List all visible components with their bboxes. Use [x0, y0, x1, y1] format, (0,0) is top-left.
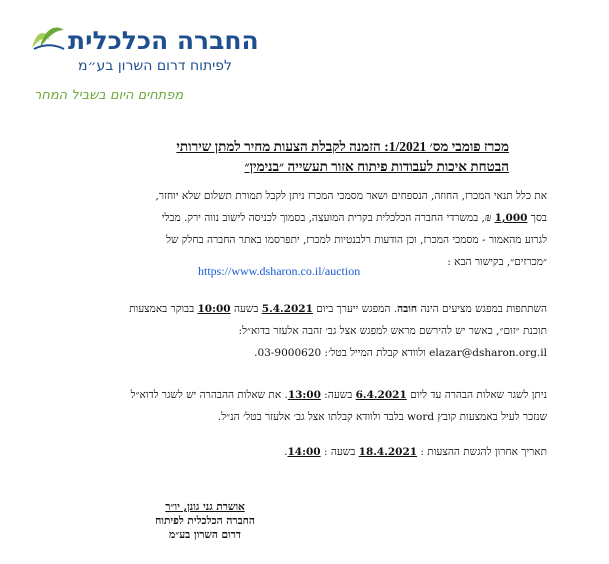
company-subtitle: לפיתוח דרום השרון בע״מ	[78, 58, 232, 74]
paragraph-questions	[7, 384, 547, 428]
p2-l1c: . המפגש ייערך ביום	[312, 303, 398, 315]
mandatory-label: חובה	[397, 303, 418, 315]
signatory-org2: דרום השרון בע״מ	[169, 529, 241, 541]
p2-line1	[7, 298, 547, 320]
p4-e: .	[284, 446, 288, 458]
p3-l1e: . את שאלות ההבהרה יש לשגר לדוא״ל	[130, 389, 288, 401]
p2-line3: elazar@dsharon.org.il ולוודא קבלת המייל בטל׳: 03-9000620.	[254, 347, 547, 359]
logo	[0, 0, 609, 120]
meeting-time: 10:00	[197, 303, 231, 315]
leaf-emblem-icon	[30, 22, 66, 50]
slogan: מפתחים היום בשביל המחר	[34, 88, 184, 103]
p1-line4: ״מכרזים״, בקישור הבא :	[447, 256, 547, 268]
fee-amount: 1,000	[494, 212, 528, 224]
deadline-time: 14:00	[287, 446, 321, 458]
p3-l1c: בשעה:	[320, 389, 356, 401]
questions-date: 6.4.2021	[355, 389, 407, 401]
signatory-name: אושרת גני גונן, יו״ר	[165, 501, 245, 513]
p3-line2: שנזכר לעיל באמצעות קובץ word בלבד ולוודא קבלתו אצל גב׳ אלעזר בטל׳ הנ״ל.	[217, 411, 547, 423]
p4-a: תאריך אחרון להגשת ההצעות :	[417, 446, 547, 458]
p1-line3: לגרוע מהאמור - מסמכי המכרז, וכן הודעות רלבנטיות למכרז, יתפרסמו באתר החברה בחלק של	[166, 234, 547, 246]
auction-link[interactable]: https://www.dsharon.co.il/auction	[198, 264, 361, 278]
p3-l1a: ניתן לשגר שאלות הבהרה עד ליום	[406, 389, 547, 401]
p1-line1: את כלל תנאי המכרז, החוזה, הנספחים ושאר מסמכי המכרז ניתן לקבל תמורת תשלום שלא יוחזר,	[155, 190, 547, 202]
company-name: החברה הכלכלית	[68, 26, 259, 55]
p4-c: בשעה :	[320, 446, 359, 458]
paragraph-meeting	[7, 298, 547, 364]
meeting-date: 5.4.2021	[261, 303, 313, 315]
p4-line	[7, 441, 547, 463]
p2-l1a: השתתפות במפגש מציעים הינה	[417, 303, 547, 315]
paragraph-deadline	[7, 441, 547, 463]
signatory-org1: החברה הכלכלית לפיתוח	[155, 515, 255, 527]
p2-l1e: בשעה	[230, 303, 262, 315]
p3-line1	[7, 384, 547, 406]
p1-l2a: בסך	[527, 212, 547, 224]
deadline-date: 18.4.2021	[358, 446, 418, 458]
p2-l1g: בבוקר באמצעות	[129, 303, 198, 315]
tender-heading-line2: הבטחת איכות לעבודות פיתוח אזור תעשייה ״בנימין״	[244, 159, 509, 174]
questions-time: 13:00	[287, 389, 321, 401]
p2-line2: תוכנת ״זום״, כאשר יש להירשם מראש למפגש אצל גב׳ זהבה אלעזר בדוא״ל:	[238, 325, 547, 337]
tender-heading-line1: מכרז פומבי מס׳ 1/2021: הזמנה לקבלת הצעות מחיר למתן שירותי	[176, 139, 509, 154]
paragraph-documents	[7, 185, 547, 273]
p1-line2	[7, 207, 547, 229]
signature-block	[120, 500, 290, 542]
p1-l2c: ₪, במשרדי החברה הכלכלית בקרית המועצה, בסמוך לכניסה לישוב נווה ירק. מבלי	[161, 212, 495, 224]
